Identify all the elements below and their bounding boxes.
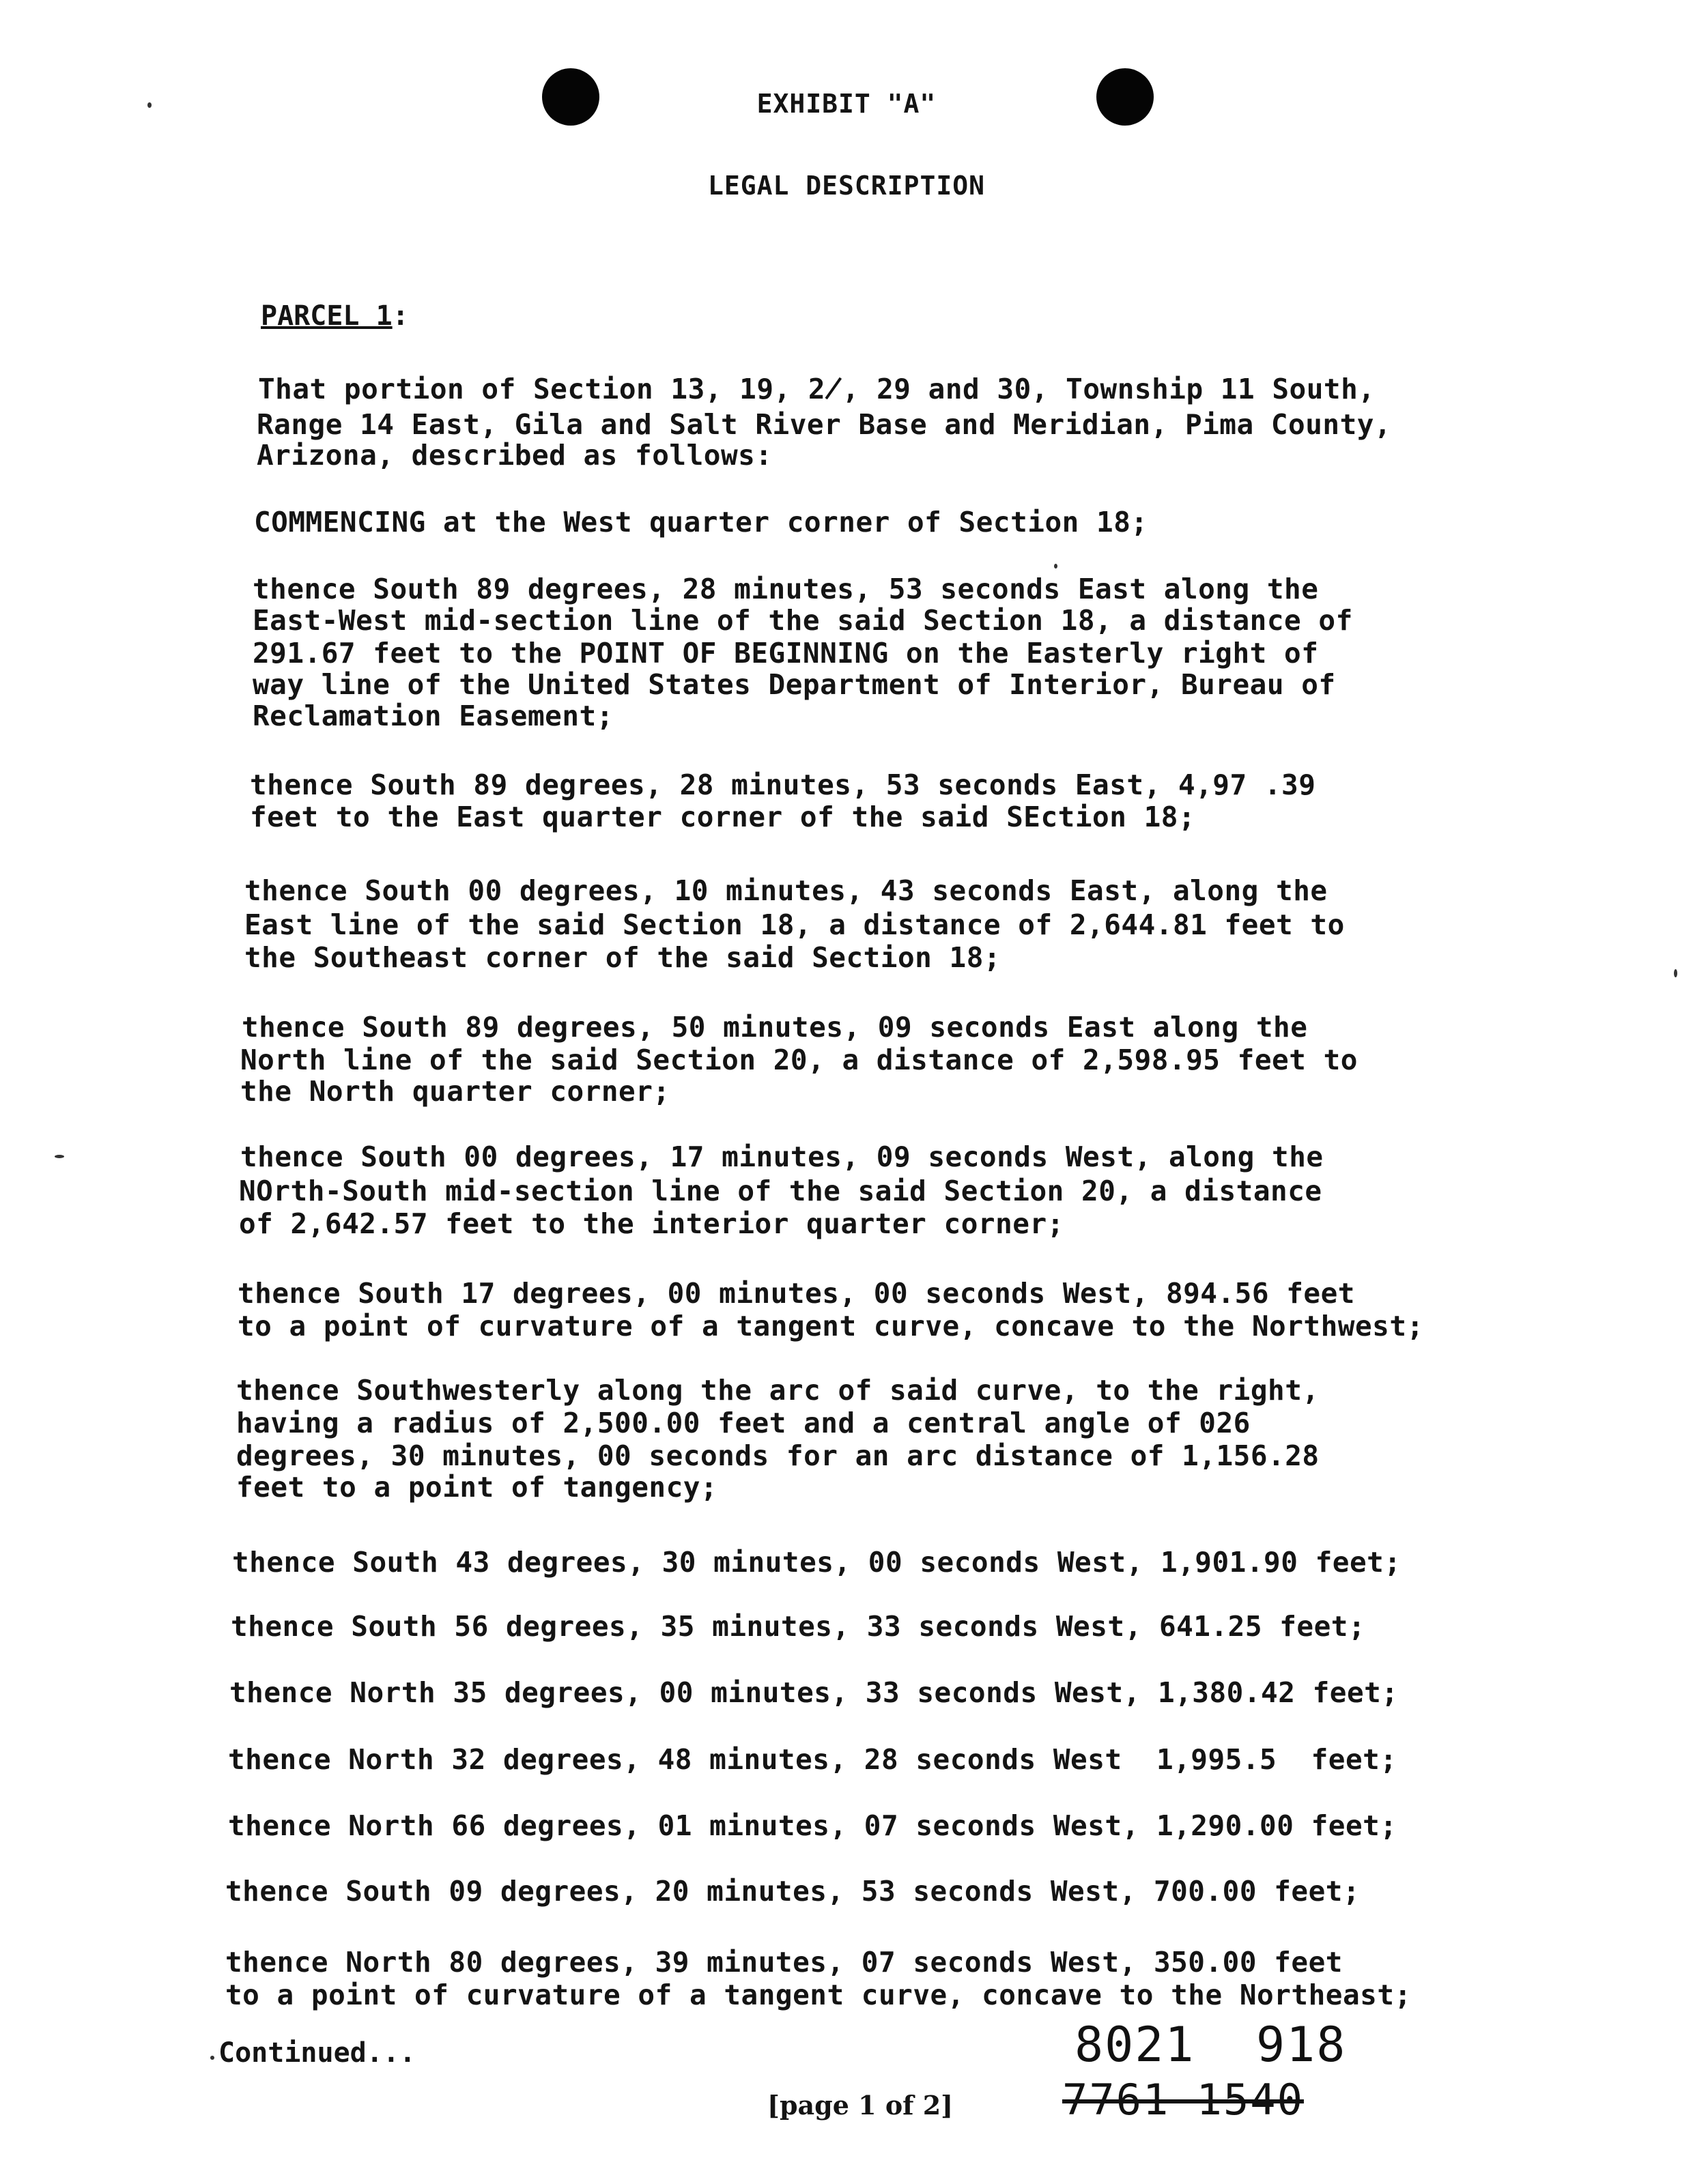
text-line: thence South 43 degrees, 30 minutes, 00 seconds West, 1,901.90 feet;	[232, 1546, 1402, 1579]
text-line: thence North 32 degrees, 48 minutes, 28 seconds West 1,995.5 feet;	[228, 1743, 1397, 1776]
text-line: Reclamation Easement;	[253, 700, 614, 732]
recording-stamp-page: 918	[1256, 2017, 1347, 2073]
document-title: LEGAL DESCRIPTION	[708, 171, 985, 201]
text-line: thence South 56 degrees, 35 minutes, 33 seconds West, 641.25 feet;	[231, 1610, 1366, 1643]
text-line: way line of the United States Department of Interior, Bureau of	[253, 668, 1336, 701]
text-line: to a point of curvature of a tangent curve, concave to the Northwest;	[238, 1310, 1424, 1342]
parcel-heading	[261, 300, 409, 332]
text-line: the Southeast corner of the said Section 18;	[244, 941, 1001, 974]
text-line: thence South 09 degrees, 20 minutes, 53 seconds West, 700.00 feet;	[225, 1875, 1361, 1908]
page-number: [page 1 of 2]	[767, 2090, 954, 2121]
text-line: COMMENCING at the West quarter corner of Section 18;	[254, 506, 1148, 538]
text-line: thence North 80 degrees, 39 minutes, 07 seconds West, 350.00 feet	[225, 1946, 1343, 1979]
text-line: That portion of Section 13, 19, 2̸, 29 and 30, Township 11 South,	[258, 373, 1376, 405]
text-line: thence South 89 degrees, 28 minutes, 53 seconds East along the	[253, 573, 1319, 605]
continued-label: Continued...	[218, 2037, 416, 2069]
text-line: North line of the said Section 20, a distance of 2,598.95 feet to	[240, 1044, 1358, 1076]
text-line: thence South 17 degrees, 00 minutes, 00 seconds West, 894.56 feet	[238, 1277, 1355, 1310]
text-line: thence South 89 degrees, 50 minutes, 09 seconds East along the	[242, 1011, 1308, 1044]
parcel-label: PARCEL 1	[261, 300, 393, 332]
text-line: thence North 35 degrees, 00 minutes, 33 seconds West, 1,380.42 feet;	[229, 1676, 1399, 1709]
scan-speck	[1054, 564, 1057, 569]
text-line: feet to the East quarter corner of the said SEction 18;	[250, 801, 1196, 833]
text-line: Range 14 East, Gila and Salt River Base and Meridian, Pima County,	[257, 408, 1392, 441]
text-line: East-West mid-section line of the said Section 18, a distance of	[253, 604, 1353, 637]
scan-speck	[147, 102, 152, 108]
text-line: thence South 00 degrees, 10 minutes, 43 seconds East, along the	[244, 874, 1328, 907]
text-line: degrees, 30 minutes, 00 seconds for an arc distance of 1,156.28	[236, 1439, 1320, 1472]
text-line: East line of the said Section 18, a distance of 2,644.81 feet to	[244, 908, 1345, 941]
scan-speck	[210, 2056, 214, 2060]
text-line: feet to a point of tangency;	[236, 1471, 718, 1504]
text-line: NOrth-South mid-section line of the said Section 20, a distance	[239, 1175, 1322, 1207]
text-line: thence South 00 degrees, 17 minutes, 09 seconds West, along the	[240, 1140, 1324, 1173]
text-line: thence North 66 degrees, 01 minutes, 07 seconds West, 1,290.00 feet;	[228, 1809, 1397, 1842]
text-line: to a point of curvature of a tangent curve, concave to the Northeast;	[225, 1979, 1412, 2011]
recording-stamp-book: 8021	[1075, 2017, 1195, 2073]
scan-speck	[1674, 969, 1677, 977]
scan-speck	[55, 1155, 64, 1158]
text-line: of 2,642.57 feet to the interior quarter corner;	[239, 1207, 1064, 1240]
parcel-colon: :	[392, 300, 409, 332]
text-line: Arizona, described as follows:	[257, 439, 773, 472]
text-line: 291.67 feet to the POINT OF BEGINNING on the Easterly right of	[253, 637, 1319, 670]
text-line: the North quarter corner;	[240, 1075, 670, 1108]
superseded-recording-stamp: 7761 1540	[1062, 2075, 1304, 2125]
text-line: having a radius of 2,500.00 feet and a central angle of 026	[236, 1407, 1251, 1439]
text-line: thence Southwesterly along the arc of said curve, to the right,	[236, 1374, 1320, 1407]
exhibit-heading: EXHIBIT "A"	[756, 89, 937, 119]
text-line: thence South 89 degrees, 28 minutes, 53 seconds East, 4,97 .39	[250, 768, 1316, 801]
